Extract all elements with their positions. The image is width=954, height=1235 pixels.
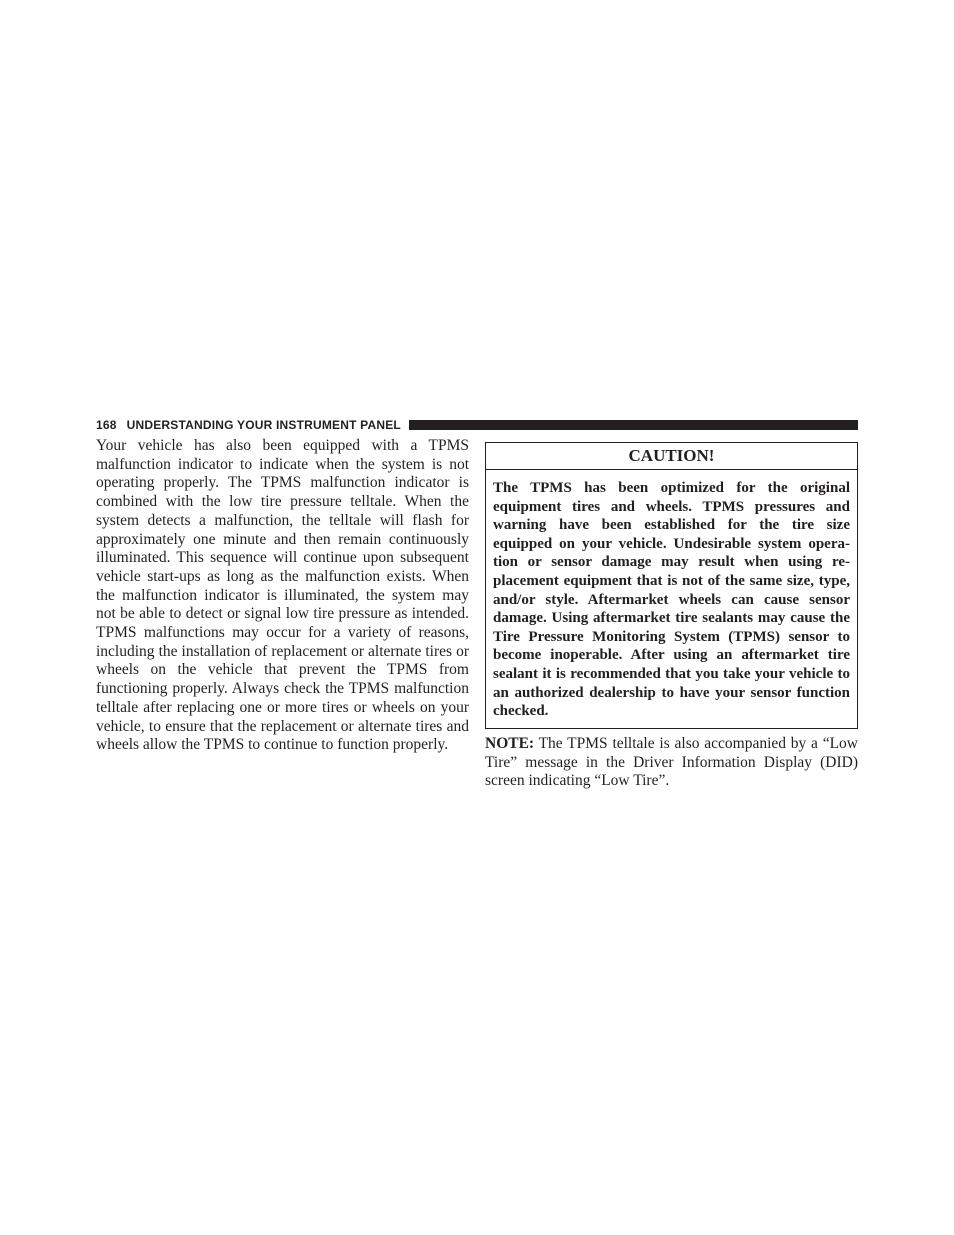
caution-text: The TPMS has been optimized for the original equipment tires and wheels. TPMS pressures and warning have been established for the tire size equipped on your vehicle. Undesirable system operation or sensor damage may result when using replacement equipment that is not of the same size, type, and/or style. Aftermarket wheels can cause sensor damage. Using aftermarket tire sealants may cause the Tire Pressure Monitoring System (TPMS) sensor to become inoperable. After using an aftermarket tire sealant it is recommended that you take your vehicle to an authorized dealership to have your sensor function checked. xyxy=(493,480,850,720)
section-title: UNDERSTANDING YOUR INSTRUMENT PANEL xyxy=(126,418,401,432)
page-number: 168 xyxy=(96,418,117,432)
caution-title: CAUTION! xyxy=(486,443,857,470)
note-paragraph xyxy=(485,735,858,791)
left-column xyxy=(96,437,469,755)
caution-box xyxy=(485,442,858,729)
note-text: The TPMS telltale is also accompanied by a “Low Tire” message in the Driver Information Display (DID) screen indicating “Low Tire”. xyxy=(485,735,858,790)
page-header xyxy=(96,417,858,433)
body-paragraph: Your vehicle has also been equipped with a TPMS malfunction indicator to indicate when the system is not operating properly. The TPMS malfunction indicator is combined with the low tire pressure telltale. When the system detects a malfunction, the telltale will flash for approximately one minute and then remain continuously illuminated. This sequence will continue upon subsequent vehicle start-ups as long as the malfunction exists. When the malfunction indicator is illuminated, the system may not be able to detect or signal low tire pressure as intended. TPMS malfunctions may occur for a variety of reasons, including the installation of replacement or alternate tires or wheels on the vehicle that prevent the TPMS from functioning properly. Always check the TPMS malfunction telltale after replacing one or more tires or wheels on your vehicle, to ensure that the replacement or alternate tires and wheels allow the TPMS to continue to function properly. xyxy=(96,437,469,754)
header-rule xyxy=(409,420,858,430)
caution-body xyxy=(486,470,857,721)
note xyxy=(485,735,858,791)
note-label: NOTE: xyxy=(485,735,535,752)
